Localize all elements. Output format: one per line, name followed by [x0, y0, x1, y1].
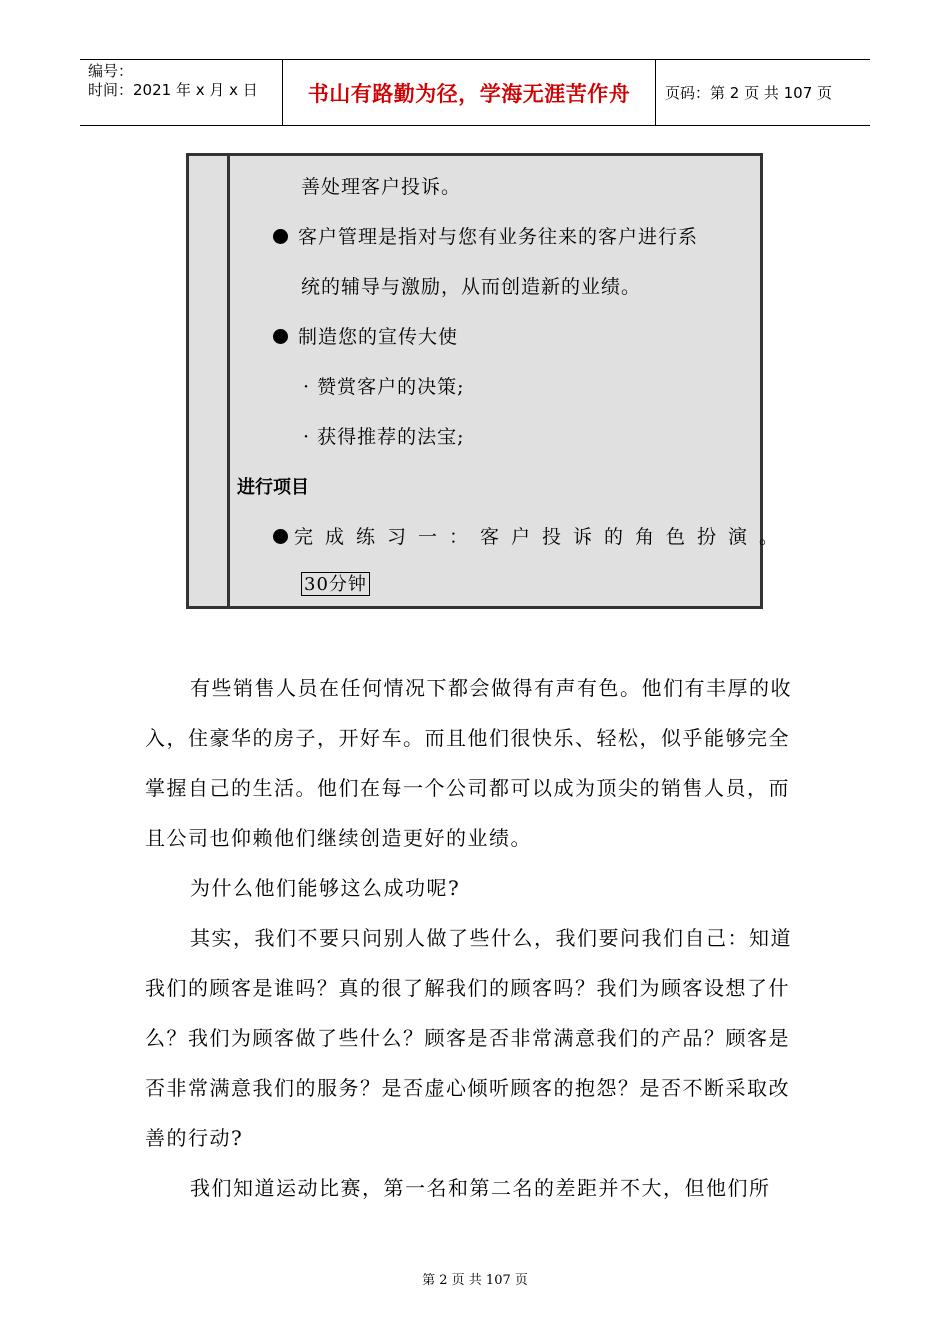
- header-page-info: 页码：第 2 页 共 107 页: [665, 84, 833, 102]
- page-header: [80, 59, 870, 126]
- paragraph: 为什么他们能够这么成功呢?: [190, 876, 461, 900]
- bullet-icon: [273, 229, 288, 244]
- bullet-icon: [273, 329, 288, 344]
- box-bullet-item: [273, 322, 458, 349]
- document-number: 编号：: [88, 62, 134, 80]
- section-heading: 进行项目: [237, 477, 309, 498]
- box-line-8: 完成练习一：客户投诉的角色扮演。: [294, 526, 791, 548]
- box-bullet-item: [273, 522, 790, 549]
- box-sub-item: · 获得推荐的法宝;: [303, 426, 465, 448]
- training-outline-box: [186, 153, 791, 609]
- body-text: [145, 663, 805, 1213]
- bullet-icon: [273, 529, 288, 544]
- box-sub-item: · 赞赏客户的决策;: [303, 376, 465, 398]
- paragraph: 其实，我们不要只问别人做了些什么，我们要问我们自己：知道我们的顾客是谁吗？真的很了解我们的顾客吗？我们为顾客设想了什么？我们为顾客做了些什么？顾客是否非常满意我们的产品？顾客是否非常满意我们的服务？是否虚心倾听顾客的抱怨？是否不断采取改善的行动?: [145, 926, 792, 1150]
- page-footer: 第 2 页 共 107 页: [422, 1273, 528, 1288]
- duration-item: [301, 570, 370, 596]
- box-divider-line: [227, 156, 230, 606]
- header-motto: 书山有路勤为径，学海无涯苦作舟: [283, 60, 656, 125]
- paragraph: 我们知道运动比赛，第一名和第二名的差距并不大，但他们所: [190, 1176, 771, 1200]
- box-line-3: 统的辅导与激励，从而创造新的业绩。: [301, 276, 642, 298]
- paragraph: 有些销售人员在任何情况下都会做得有声有色。他们有丰厚的收入，住豪华的房子，开好车。而且他们很快乐、轻松，似乎能够完全掌握自己的生活。他们在每一个公司都可以成为顶尖的销售人员，而且公司也仰赖他们继续创造更好的业绩。: [145, 676, 792, 850]
- box-line-4: 制造您的宣传大使: [298, 326, 459, 348]
- duration-tag: 30分钟: [301, 572, 370, 596]
- box-line-1: 善处理客户投诉。: [301, 176, 462, 198]
- box-bullet-item: [273, 222, 698, 249]
- document-date: 时间：2021 年 x 月 x 日: [88, 81, 258, 99]
- box-line-2: 客户管理是指对与您有业务往来的客户进行系: [298, 226, 699, 248]
- header-meta: [80, 60, 283, 125]
